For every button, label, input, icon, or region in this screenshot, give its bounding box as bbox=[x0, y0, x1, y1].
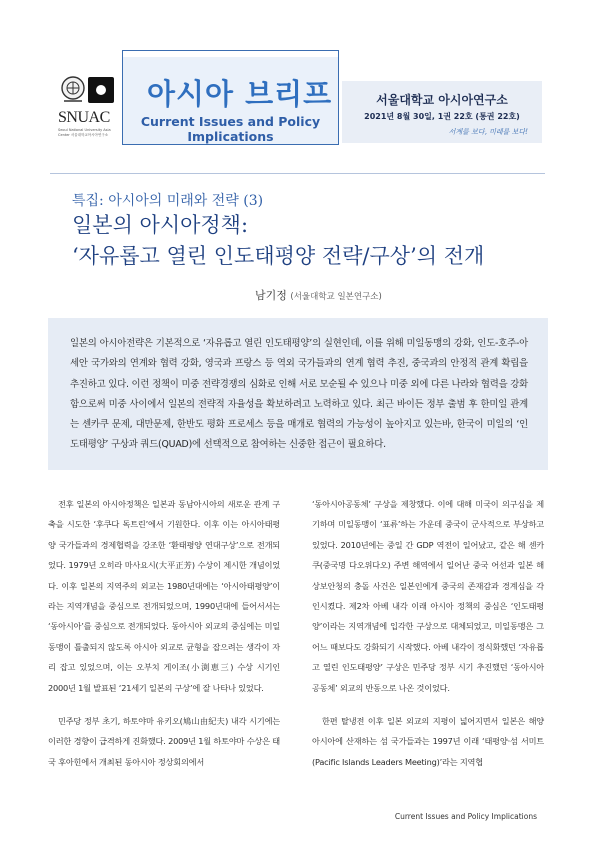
logo-text: SNUAC bbox=[58, 109, 110, 126]
asia-center-emblem-icon bbox=[88, 77, 114, 103]
abstract-text: 일본의 아시아전략은 기본적으로 ‘자유롭고 열린 인도태평양’의 실현인데, 이를 위해 미일동맹의 강화, 인도-호주-아세안 국가와의 연계와 협력 강화, 영국과 프랑스 등 역외 국가들과의 연계 협력 추진, 중국과의 안정적 관계 확립을 추진하고 있다. 이런 정책이 미중 전략경쟁의 심화로 인해 서로 모순될 수 있으나 미중 외에 다른 나라와 협력을 강화함으로써 미중 사이에서 일본의 전략적 자율성을 확보하려고 노력하고 있다. 최근 바이든 정부 출범 후 한미일 관계는 센카쿠 문제, 대만문제, 한반도 평화 프로세스 등을 매개로 협력의 가능성이 높아지고 있는바, 한국이 미일의 ‘인도태평양’ 구상과 쿼드(QUAD)에 선택적으로 참여하는 신중한 접근이 필요하다. bbox=[70, 338, 528, 451]
title-line-1: 일본의 아시아정책: bbox=[72, 213, 249, 237]
header-divider bbox=[50, 173, 545, 174]
footer-text: Current Issues and Policy Implications bbox=[394, 812, 537, 821]
brand-title: 아시아 브리프 bbox=[147, 77, 333, 111]
slogan: 서계를 보다, 미래를 보다! bbox=[448, 128, 528, 136]
abstract-box bbox=[48, 318, 548, 470]
paragraph: 민주당 정부 초기, 하토야마 유키오(鳩山由紀夫) 내각 시기에는 이러한 경향이 급격하게 진화했다. 2009년 1월 하토야마 수상은 태국 후아힌에서 개최된 동아시아 정상회의에서 bbox=[48, 716, 280, 767]
title-line-2: ‘자유롭고 열린 인도태평양 전략/구상’의 전개 bbox=[72, 244, 485, 268]
snuac-logo bbox=[58, 75, 118, 145]
body-column-left bbox=[48, 494, 280, 785]
brand-subtitle: Current Issues and Policy Implications bbox=[140, 114, 321, 144]
article-title bbox=[72, 210, 484, 272]
author-name: 남기정 bbox=[255, 289, 287, 302]
author-affiliation: (서울대학교 일본연구소) bbox=[290, 292, 382, 302]
logo-subtext: Seoul National University Asia Center 서울대학교아시아연구소 bbox=[58, 128, 111, 137]
paragraph: 전후 일본의 아시아정책은 일본과 동남아시아의 새로운 관계 구축을 시도한 ‘후쿠다 독트린’에서 기원한다. 이후 이는 아시아태평양 국가들과의 경제협력을 강조한 ‘환태평양 연대구상’으로 전개되었다. 1979년 오히라 마사요시(大平正芳) 수상이 제시한 개념이었다. 이후 일본의 지역주의 외교는 1980년대에는 ‘아시아태평양’이라는 지역개념을 중심으로 전개되었으며, 1990년대에 들어서서는 ‘동아시아’를 중심으로 전개되었다. 동아시아 외교의 중심에는 미일동맹이 틀출되지 않도록 아시아 외교로 균형을 잡으려는 생각이 자리 잡고 있었으며, 이는 오부치 게이조(小渕恵三) 수상 시기인 2000년 1월 발표된 ‘21세기 일본의 구상’에 잘 나타나 있었다. bbox=[48, 499, 280, 693]
paragraph: ‘동아시아공동체’ 구상을 제창했다. 이에 대해 미국이 의구심을 제기하며 미일동맹이 ‘표류’하는 가운데 중국이 군사적으로 부상하고 있었다. 2010년에는 중일 간 GDP 역전이 일어났고, 같은 해 센카쿠(중국명 다오위다오) 주변 해역에서 일어난 중국 어선과 일본 해상보안청의 충돌 사건은 일본인에게 중국의 존재감과 경계심을 각인시켰다. 제2차 아베 내각 이래 아시아 정책의 중심은 ‘인도태평양’이라는 지역개념에 입각한 구상으로 대체되었고, 미일동맹은 그 어느 때보다도 강화되기 시작했다. 아베 내각이 정식화했던 ‘자유롭고 열린 인도태평양’ 구상은 민주당 정부 시기 추진했던 ‘동아시아공동체’ 외교의 반동으로 나온 것이었다. bbox=[312, 499, 544, 693]
issue-info: 2021년 8월 30일, 1권 22호 (통권 22호) bbox=[364, 112, 520, 121]
paragraph: 한편 탈냉전 이후 일본 외교의 지평이 넓어지면서 일본은 해양 아시아에 산재하는 섬 국가들과는 1997년 이래 ‘태평양·섬 서미트(Pacific Islands Leaders Meeting)’라는 지역협 bbox=[312, 716, 544, 767]
issue-panel bbox=[342, 81, 542, 143]
author-line bbox=[255, 287, 382, 303]
university-emblem-icon bbox=[60, 75, 86, 107]
special-series-label: 특집: 아시아의 미래와 전략 (3) bbox=[72, 193, 264, 209]
institute-name: 서울대학교 아시아연구소 bbox=[376, 93, 508, 107]
brand-title-frame bbox=[122, 55, 339, 145]
body-column-right bbox=[312, 494, 544, 785]
header bbox=[50, 55, 545, 155]
